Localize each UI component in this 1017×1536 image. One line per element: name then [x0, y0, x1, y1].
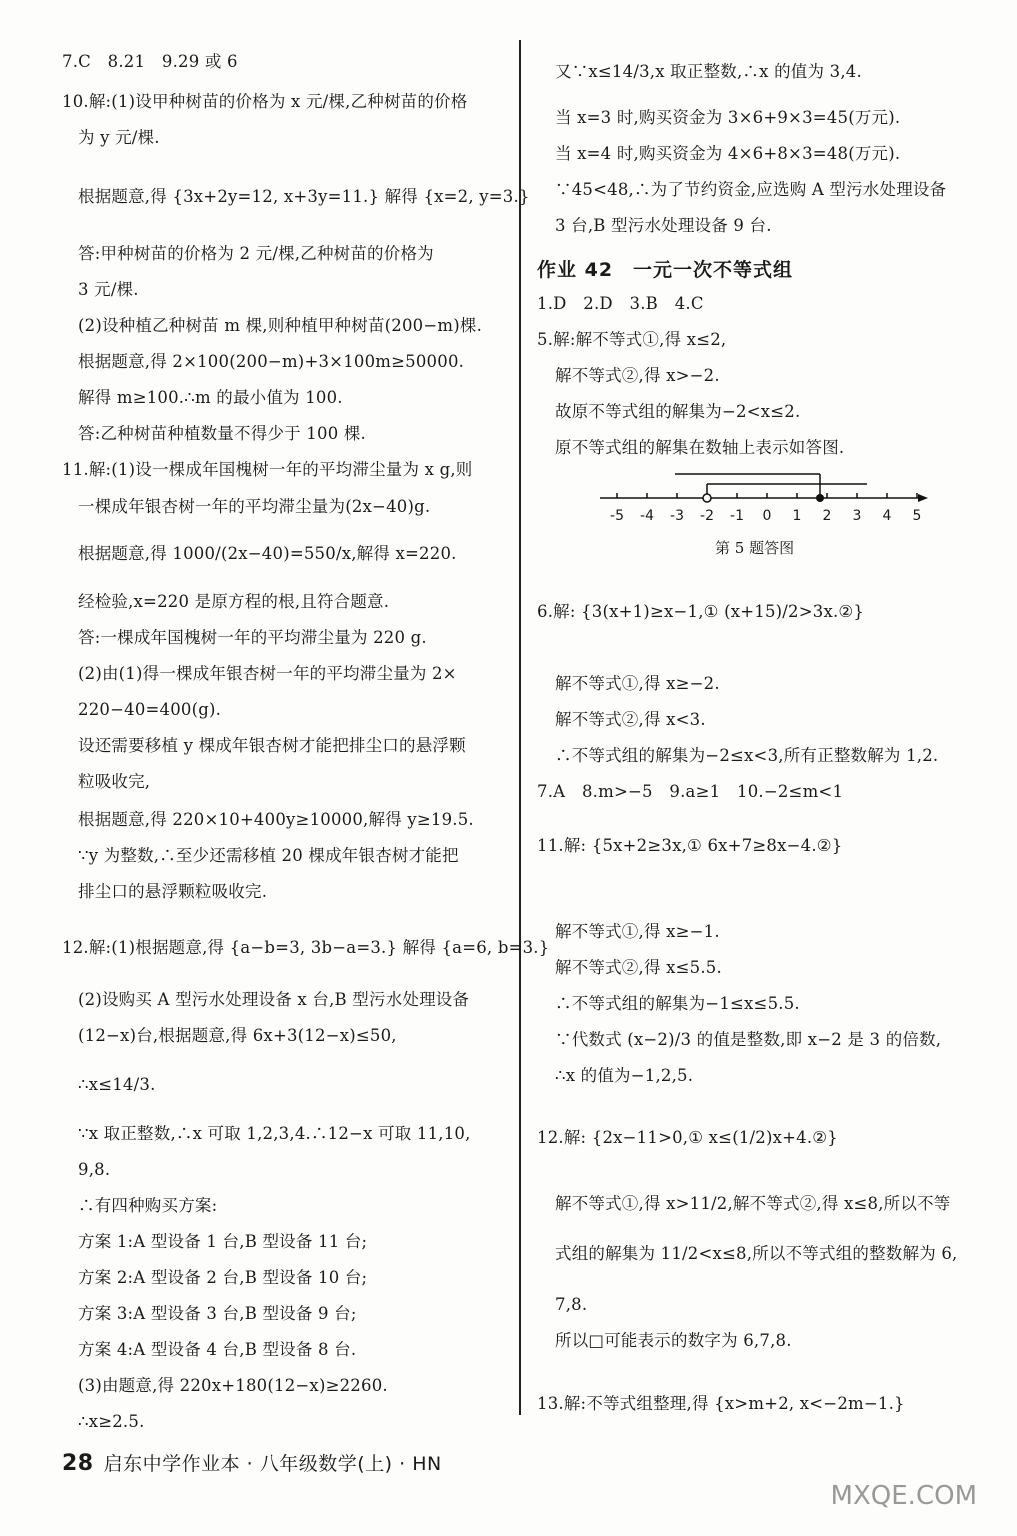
answer-line: 9,8. [78, 1160, 111, 1179]
number-line-label: -3 [670, 508, 684, 524]
answer-line: (3)由题意,得 220x+180(12−x)≥2260. [78, 1376, 388, 1395]
answer-line: 方案 1:A 型设备 1 台,B 型设备 11 台; [78, 1232, 368, 1251]
watermark: MXQE.COM [830, 1481, 977, 1511]
answer-line: (2)设购买 A 型污水处理设备 x 台,B 型污水处理设备 [78, 990, 470, 1009]
answer-line: 为 y 元/棵. [78, 128, 160, 147]
answer-line: 一棵成年银杏树一年的平均滞尘量为(2x−40)g. [78, 497, 431, 516]
number-line-figure [595, 470, 935, 530]
page-footer [62, 1449, 442, 1476]
answer-line: 答:乙种树苗种植数量不得少于 100 棵. [78, 424, 366, 443]
number-line-label: 3 [852, 508, 862, 524]
answer-line: 当 x=4 时,购买资金为 4×6+8×3=48(万元). [555, 144, 901, 163]
answer-line: 解不等式①,得 x≥−2. [555, 674, 720, 693]
answer-line: ∴有四种购买方案: [78, 1196, 218, 1215]
answer-line: 10.解:(1)设甲种树苗的价格为 x 元/棵,乙种树苗的价格 [62, 92, 468, 111]
answer-line: 解不等式②,得 x<3. [555, 710, 706, 729]
answer-line: ∵y 为整数,∴至少还需移植 20 棵成年银杏树才能把 [78, 846, 459, 865]
answer-line: 6.解: {3(x+1)≥x−1,① (x+15)/2>3x.②} [537, 602, 865, 621]
section-heading: 作业 42 一元一次不等式组 [537, 259, 794, 281]
answer-line: 12.解: {2x−11>0,① x≤(1/2)x+4.②} [537, 1128, 838, 1147]
figure-caption: 第 5 题答图 [715, 539, 795, 557]
answer-line: 3 元/棵. [78, 280, 139, 299]
answer-line: 解不等式①,得 x>11/2,解不等式②,得 x≤8,所以不等 [555, 1194, 951, 1213]
answer-line: 解不等式②,得 x>−2. [555, 366, 720, 385]
answer-line: ∴x≤14/3. [78, 1075, 156, 1094]
answer-line: 11.解: {5x+2≥3x,① 6x+7≥8x−4.②} [537, 836, 843, 855]
answer-line: (2)由(1)得一棵成年银杏树一年的平均滞尘量为 2× [78, 664, 457, 683]
answer-line: 1.D 2.D 3.B 4.C [537, 294, 704, 313]
answer-line: 所以□可能表示的数字为 6,7,8. [555, 1331, 792, 1350]
answer-line: (2)设种植乙种树苗 m 棵,则种植甲种树苗(200−m)棵. [78, 316, 483, 335]
answer-line: 解不等式①,得 x≥−1. [555, 922, 720, 941]
answer-line: 根据题意,得 {3x+2y=12, x+3y=11.} 解得 {x=2, y=3.} [78, 187, 530, 206]
answer-line: 故原不等式组的解集为−2<x≤2. [555, 402, 801, 421]
answer-line: 方案 4:A 型设备 4 台,B 型设备 8 台. [78, 1340, 357, 1359]
answer-line: ∵x 取正整数,∴x 可取 1,2,3,4.∴12−x 可取 11,10, [78, 1124, 471, 1143]
answer-line: 又∵x≤14/3,x 取正整数,∴x 的值为 3,4. [555, 62, 862, 81]
answer-line: 原不等式组的解集在数轴上表示如答图. [555, 438, 845, 457]
answer-line: 12.解:(1)根据题意,得 {a−b=3, 3b−a=3.} 解得 {a=6, b=3.} [62, 938, 550, 957]
number-line-label: 5 [912, 508, 922, 524]
answer-line: 根据题意,得 1000/(2x−40)=550/x,解得 x=220. [78, 544, 457, 563]
answer-line: 式组的解集为 11/2<x≤8,所以不等式组的整数解为 6, [555, 1244, 958, 1263]
answer-line: 220−40=400(g). [78, 700, 222, 719]
answer-line: ∴不等式组的解集为−2≤x<3,所有正整数解为 1,2. [555, 746, 939, 765]
answer-line: 11.解:(1)设一棵成年国槐树一年的平均滞尘量为 x g,则 [62, 460, 473, 479]
answer-line: 5.解:解不等式①,得 x≤2, [537, 330, 727, 349]
number-line-label: -1 [730, 508, 744, 524]
answer-line: ∵代数式 (x−2)/3 的值是整数,即 x−2 是 3 的倍数, [555, 1030, 942, 1049]
answer-line: 7.C 8.21 9.29 或 6 [62, 52, 238, 71]
answer-line: 13.解:不等式组整理,得 {x>m+2, x<−2m−1.} [537, 1394, 905, 1413]
answer-line: 根据题意,得 2×100(200−m)+3×100m≥50000. [78, 352, 465, 371]
answer-line: 答:一棵成年国槐树一年的平均滞尘量为 220 g. [78, 628, 427, 647]
column-divider [519, 40, 521, 1415]
answer-line: ∴x 的值为−1,2,5. [555, 1066, 694, 1085]
answer-line: 方案 3:A 型设备 3 台,B 型设备 9 台; [78, 1304, 357, 1323]
answer-line: (12−x)台,根据题意,得 6x+3(12−x)≤50, [78, 1026, 397, 1045]
number-line-label: 4 [882, 508, 892, 524]
book-title: 启东中学作业本 · 八年级数学(上) · HN [103, 1453, 442, 1475]
answer-line: 排尘口的悬浮颗粒吸收完. [78, 882, 268, 901]
answer-line: 7.A 8.m>−5 9.a≥1 10.−2≤m<1 [537, 782, 844, 801]
answer-line: 粒吸收完, [78, 772, 151, 791]
number-line-label: -2 [700, 508, 714, 524]
answer-line: 7,8. [555, 1295, 588, 1314]
answer-line: 解得 m≥100.∴m 的最小值为 100. [78, 388, 343, 407]
number-line-label: -4 [640, 508, 654, 524]
number-line-label: -5 [610, 508, 624, 524]
answer-line: 3 台,B 型污水处理设备 9 台. [555, 216, 772, 235]
answer-line: 解不等式②,得 x≤5.5. [555, 958, 722, 977]
answer-line: 设还需要移植 y 棵成年银杏树才能把排尘口的悬浮颗 [78, 736, 466, 755]
answer-line: 当 x=3 时,购买资金为 3×6+9×3=45(万元). [555, 108, 901, 127]
answer-line: 经检验,x=220 是原方程的根,且符合题意. [78, 592, 390, 611]
answer-line: 方案 2:A 型设备 2 台,B 型设备 10 台; [78, 1268, 368, 1287]
number-line-label: 0 [762, 508, 772, 524]
page-number: 28 [62, 1451, 94, 1476]
number-line-label: 1 [792, 508, 802, 524]
number-line-label: 2 [822, 508, 832, 524]
answer-line: 答:甲种树苗的价格为 2 元/棵,乙种树苗的价格为 [78, 244, 434, 263]
answer-line: ∴x≥2.5. [78, 1412, 145, 1431]
answer-line: ∴不等式组的解集为−1≤x≤5.5. [555, 994, 800, 1013]
answer-line: ∵45<48,∴为了节约资金,应选购 A 型污水处理设备 [555, 180, 947, 199]
answer-line: 根据题意,得 220×10+400y≥10000,解得 y≥19.5. [78, 810, 474, 829]
